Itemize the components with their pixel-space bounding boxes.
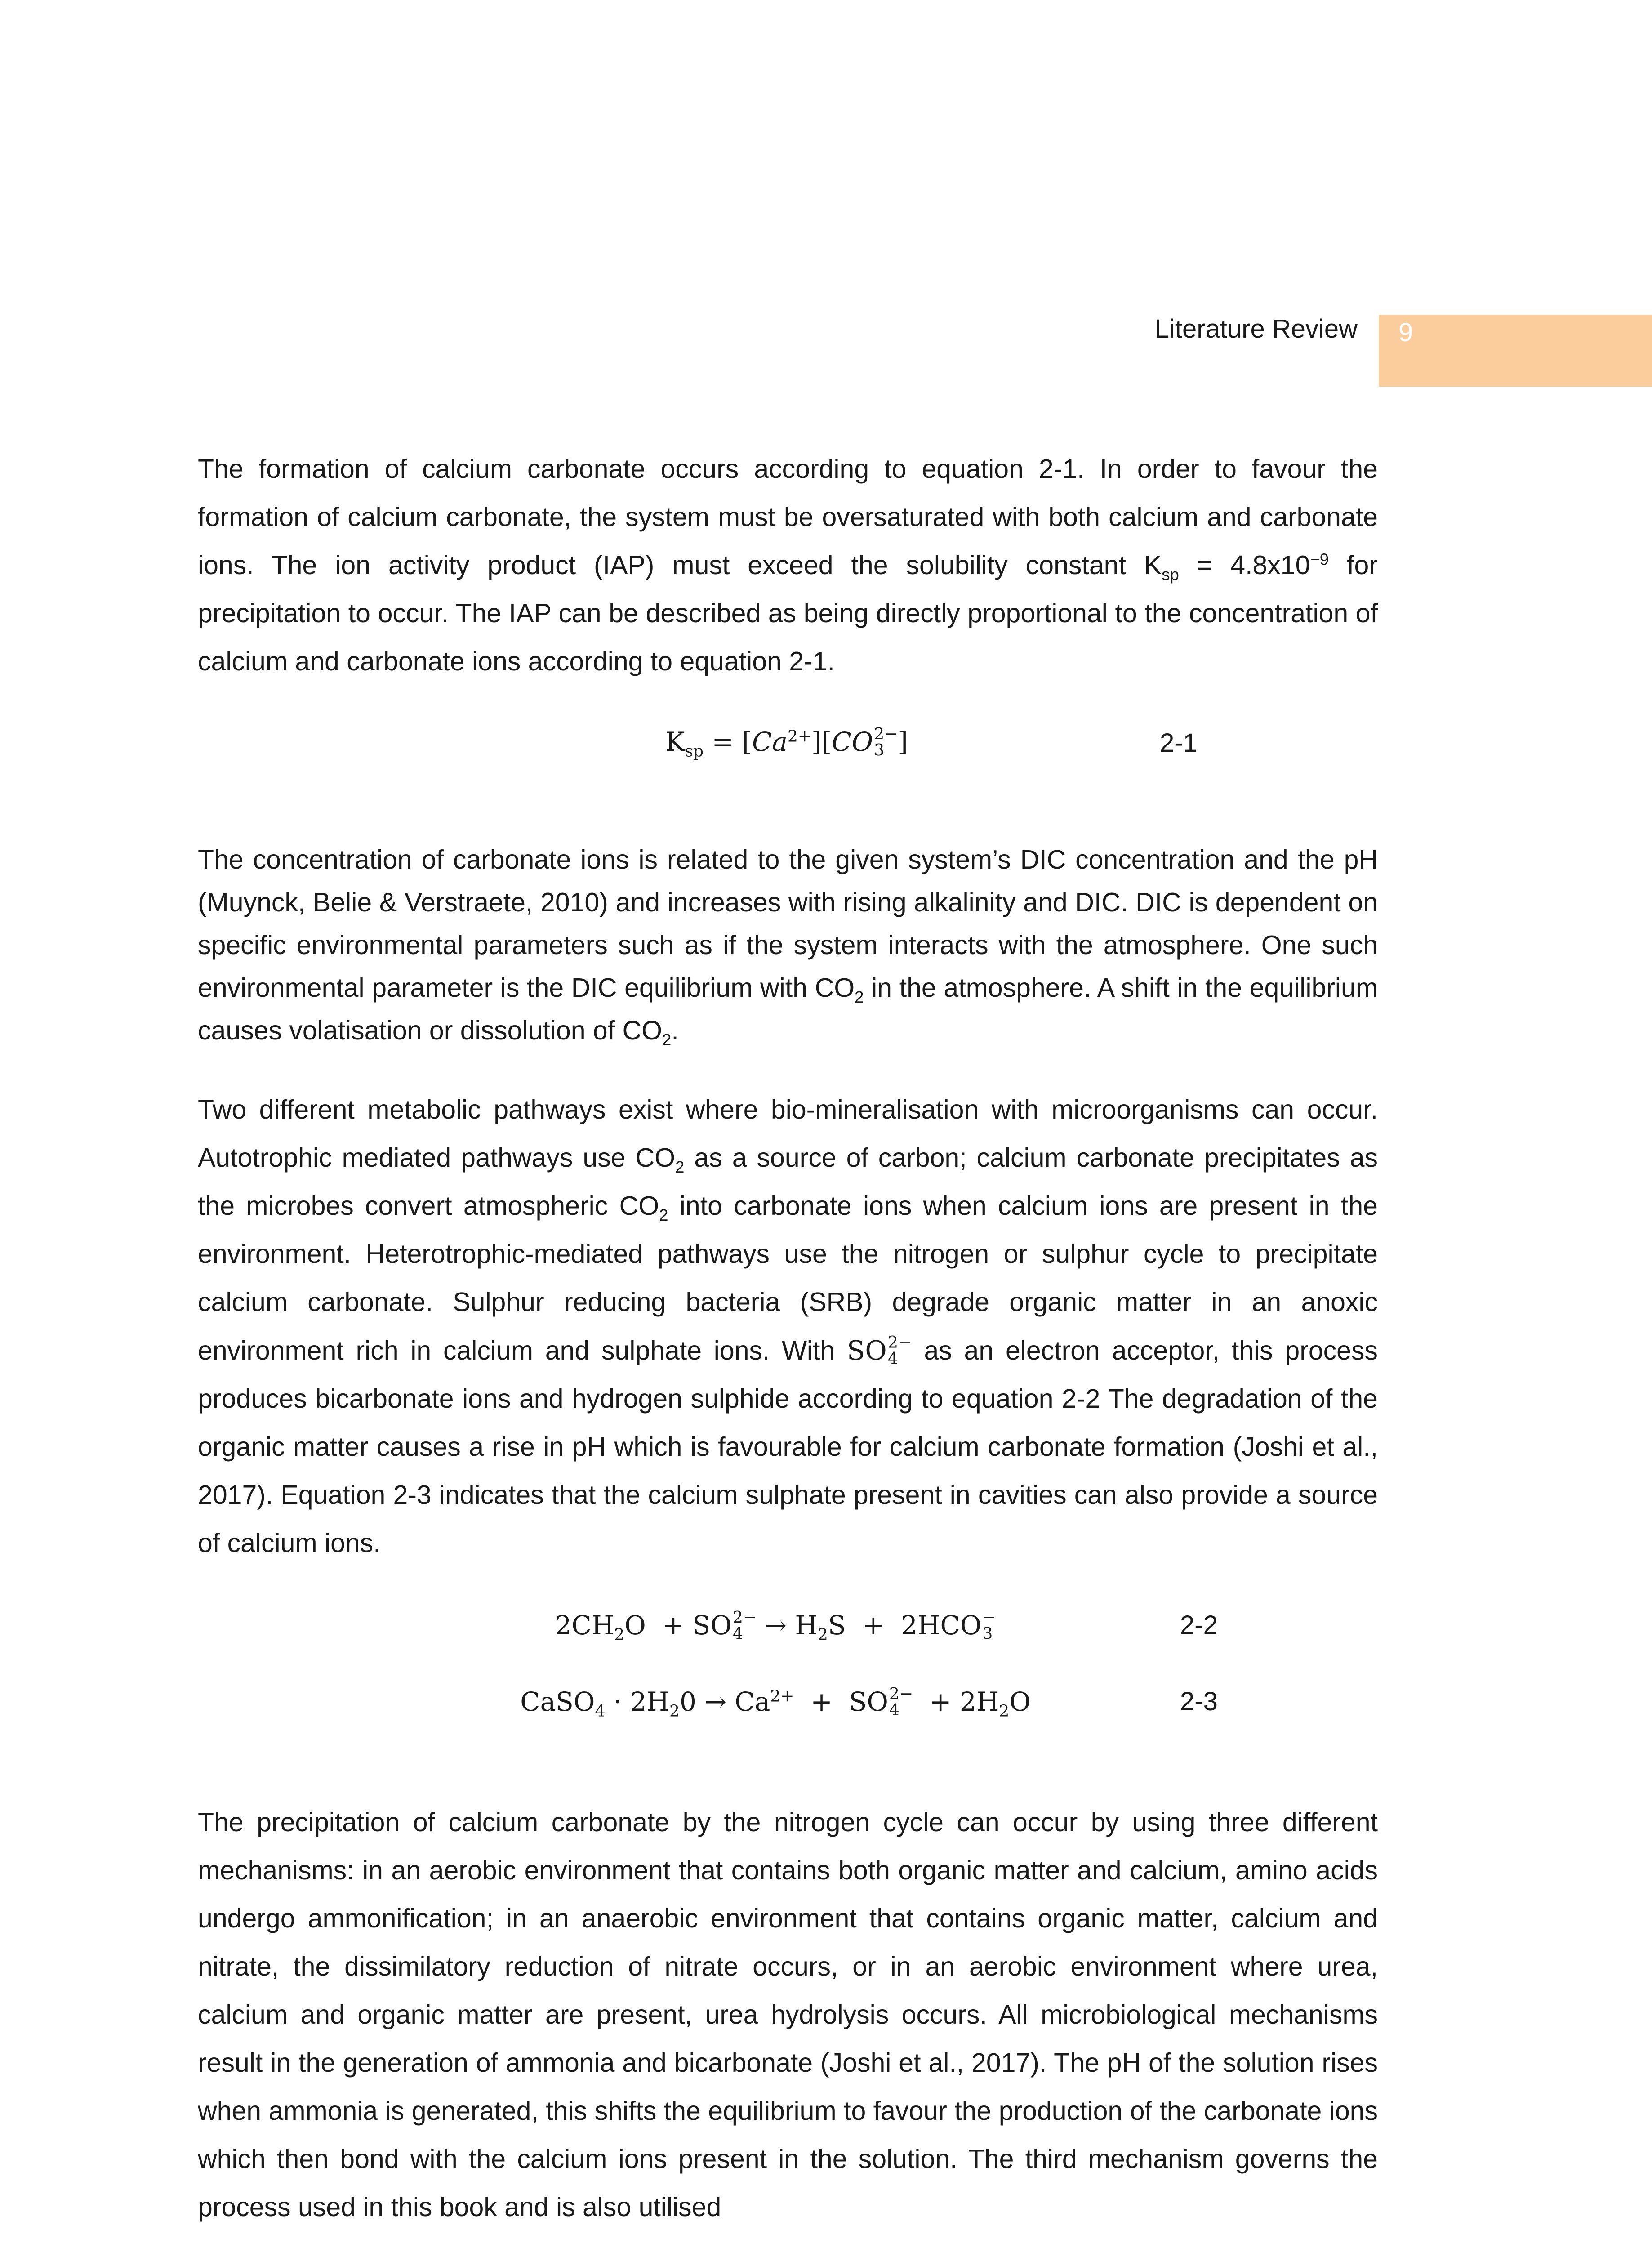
equation-2-3: CaSO$_4$ · $2H_20 \to Ca^{2+}$ + SO 2− 4 + $2H_2O$ bbox=[520, 1685, 1031, 1721]
equation-number-2-3: 2-3 bbox=[1180, 1687, 1218, 1716]
equation-2-2: $2CH_2O$ + SO 2− 4 → $H_2S + 2HCO$ − 3 bbox=[555, 1608, 996, 1644]
paragraph-4: The precipitation of calcium carbonate by the nitrogen cycle can occur by using three different mechanisms: in an aerobic environment that contains both organic matter and calcium, amino acids undergo ammonification; in an anaerobic environment that contains organic matter, calcium and nitrate, the dissimilatory reduction of nitrate occurs, or in an aerobic environment where urea, calcium and organic matter are present, urea hydrolysis occurs. All microbiological mechanisms result in the generation of ammonia and bicarbonate (Joshi et al., 2017). The pH of the solution rises when ammonia is generated, this shifts the equilibrium to favour the production of the carbonate ions which then bond with the calcium ions present in the solution. The third mechanism governs the process used in this book and is also utilised bbox=[198, 1807, 1378, 2222]
paragraph-2: The concentration of carbonate ions is related to the given system’s DIC concentration and the pH (Muynck, Belie & Verstraete, 2010) and increases with rising alkalinity and DIC. DIC is dependent on specific environmental parameters such as if the system interacts with the atmosphere. One such environmental parameter is the DIC equilibrium with $CO_2$ in the atmosphere. A shift in the equilibrium causes volatisation or dissolution of $CO_2$. bbox=[198, 845, 1378, 1049]
running-header-title: Literature Review bbox=[1154, 314, 1358, 343]
paragraph-1: The formation of calcium carbonate occurs according to equation 2-1. In order to favour the formation of calcium carbonate, the system must be oversaturated with both calcium and carbonate ions. The ion activity product (IAP) must exceed the solubility constant $K_{sp} = 4.8x10^{-9}$ for precipitation to occur. The IAP can be described as being directly proportional to the concentration of calcium and carbonate ions according to equation 2-1. bbox=[198, 454, 1378, 676]
equation-2-1: $K_{sp} = [Ca^{2+}][CO$ 2− 3 ] bbox=[665, 725, 908, 761]
paragraph-3: Two different metabolic pathways exist where bio-mineralisation with microorganisms can occur. Autotrophic mediated pathways use $CO_2$ as a source of carbon; calcium carbonate precipitates as the microbes convert atmospheric $CO_2$ into carbonate ions when calcium ions are present in the environment. Heterotrophic-mediated pathways use the nitrogen or sulphur cycle to precipitate calcium carbonate. Sulphur reducing bacteria (SRB) degrade organic matter in an anoxic environment rich in calcium and sulphate ions. With SO 2− 4 as an electron acceptor, this process produces bicarbonate ions and hydrogen sulphide according to equation 2-2 The degradation of the organic matter causes a rise in pH which is favourable for calcium carbonate formation (Joshi et al., 2017). Equation 2-3 indicates that the calcium sulphate present in cavities can also provide a source of calcium ions. bbox=[198, 1095, 1378, 1558]
page-number: 9 bbox=[1398, 318, 1413, 347]
equation-number-2-1: 2-1 bbox=[1160, 728, 1198, 758]
equation-number-2-2: 2-2 bbox=[1180, 1610, 1218, 1640]
page-number-tab bbox=[1379, 315, 1652, 387]
